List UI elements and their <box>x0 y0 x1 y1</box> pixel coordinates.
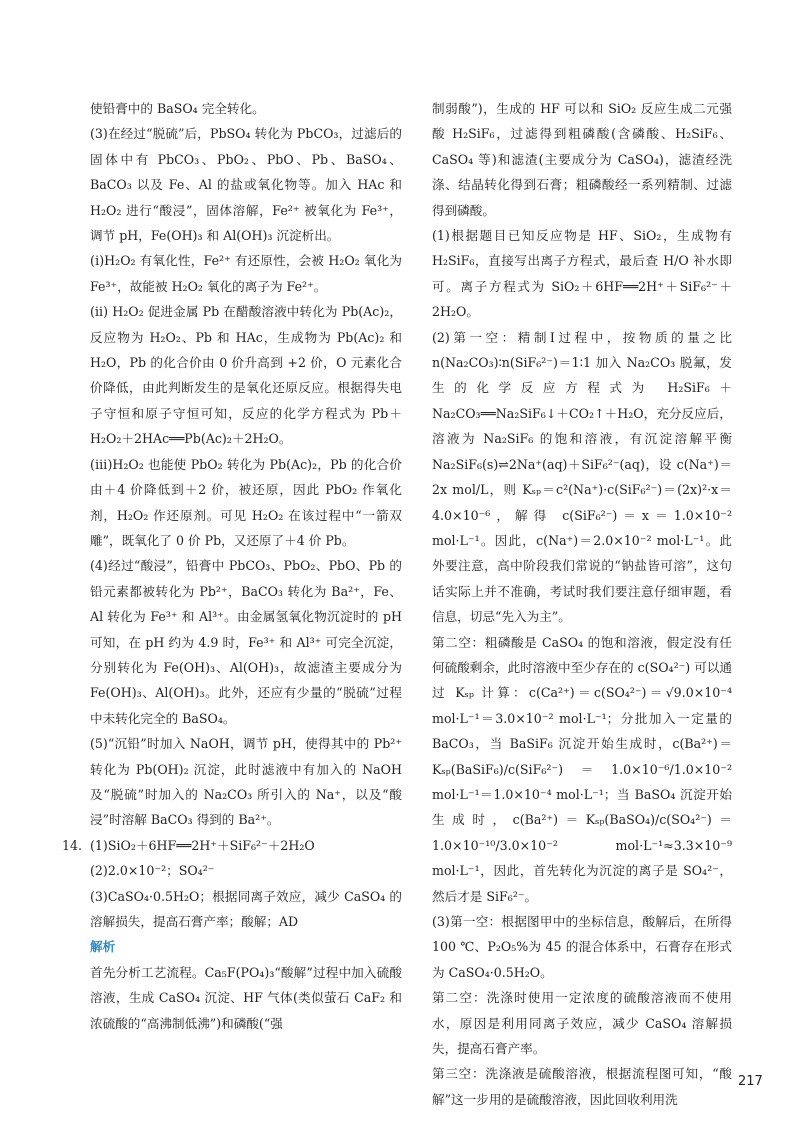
paragraph: (ⅱ) H₂O₂ 促进金属 Pb 在醋酸溶液中转化为 Pb(Ac)₂，反应物为 H₂O₂、Pb 和 HAc，生成物为 Pb(Ac)₂ 和 H₂O，Pb 的化合价由 0 价升高到 +2 价，O 元素化合价降低，由此判断发生的是氧化还原反应。根据得失电子守恒和原子守恒可知，反应的化学方程式为 Pb＋H₂O₂＋2HAc══Pb(Ac)₂＋2H₂O。 <box>90 304 402 447</box>
paragraph: 第二空：洗涤时使用一定浓度的硫酸溶液而不使用水，原因是利用同离子效应，减少 CaSO₄ 溶解损失，提高石膏产率。 <box>432 990 732 1057</box>
paragraph: 第二空：粗磷酸是 CaSO₄ 的饱和溶液，假定没有任何硫酸剩余，此时溶液中至少存在的 c(SO₄²⁻) 可以通过 Kₛₚ 计算：c(Ca²⁺)＝c(SO₄²⁻)＝√9.0×10⁻⁴ mol·L⁻¹＝3.0×10⁻² mol·L⁻¹；分批加入一定量的 BaCO₃，当 BaSiF₆ 沉淀开始生成时，c(Ba²⁺)＝Kₛₚ(BaSiF₆)/c(SiF₆²⁻)＝1.0×10⁻⁶/1.0×10⁻² mol·L⁻¹＝1.0×10⁻⁴ mol·L⁻¹；当 BaSO₄ 沉淀开始生成时，c(Ba²⁺)＝Kₛₚ(BaSO₄)/c(SO₄²⁻)＝1.0×10⁻¹⁰/3.0×10⁻² mol·L⁻¹≈3.3×10⁻⁹ mol·L⁻¹，因此，首先转化为沉淀的离子是 SO₄²⁻，然后才是 SiF₆²⁻。 <box>432 634 732 904</box>
answer-2: (2)2.0×10⁻²；SO₄²⁻ <box>90 863 215 879</box>
page-number: 217 <box>738 1074 763 1089</box>
analysis-heading: 解析 <box>90 939 116 955</box>
question-number: 14. <box>62 837 83 853</box>
paragraph: 第三空：洗涤液是硫酸溶液，根据流程图可知，“酸解”这一步用的是硫酸溶液，因此回收利用洗 <box>432 1066 732 1107</box>
question-14 <box>62 833 402 858</box>
paragraph: (3)在经过“脱硫”后，PbSO₄ 转化为 PbCO₃，过滤后的固体中有 PbCO₃、PbO₂、PbO、Pb、BaSO₄、BaCO₃ 以及 Fe、Al 的盐或氧化物等。加入 HAc 和 H₂O₂ 进行“酸浸”，固体溶解，Fe²⁺ 被氧化为 Fe³⁺，调节 pH，Fe(OH)₃ 和 Al(OH)₃ 沉淀析出。 <box>90 126 402 244</box>
paragraph: (4)经过“酸浸”，铅膏中 PbCO₃、PbO₂、PbO、Pb 的铅元素都被转化为 Pb²⁺，BaCO₃ 转化为 Ba²⁺，Fe、Al 转化为 Fe³⁺ 和 Al³⁺。由金属氢氧化物沉淀时的 pH 可知，在 pH 约为 4.9 时，Fe³⁺ 和 Al³⁺ 可完全沉淀，分别转化为 Fe(OH)₃、Al(OH)₃，故滤渣主要成分为 Fe(OH)₃、Al(OH)₃。此外，还应有少量的“脱硫”过程中未转化完全的 BaSO₄。 <box>90 558 402 726</box>
paragraph: (ⅰ)H₂O₂ 有氧化性，Fe²⁺ 有还原性，会被 H₂O₂ 氧化为 Fe³⁺，故能被 H₂O₂ 氧化的离子为 Fe²⁺。 <box>90 253 402 294</box>
analysis-paragraph: 首先分析工艺流程。Ca₅F(PO₄)₃“酸解”过程中加入硫酸溶液，生成 CaSO₄ 沉淀、HF 气体(类似萤石 CaF₂ 和浓硫酸的“高沸制低沸”)和磷酸(“强 <box>90 964 402 1031</box>
paragraph: 制弱酸”)，生成的 HF 可以和 SiO₂ 反应生成二元强酸 H₂SiF₆，过滤得到粗磷酸(含磷酸、H₂SiF₆、CaSO₄ 等)和滤渣(主要成分为 CaSO₄)，滤渣经洗涤、结晶转化得到石膏；粗磷酸经一系列精制、过滤得到磷酸。 <box>432 101 732 218</box>
paragraph: (ⅲ)H₂O₂ 也能使 PbO₂ 转化为 Pb(Ac)₂，Pb 的化合价由＋4 价降低到＋2 价，被还原，因此 PbO₂ 作氧化剂，H₂O₂ 作还原剂。可见 H₂O₂ 在该过程中“一箭双雕”，既氧化了 0 价 Pb，又还原了＋4 价 Pb。 <box>90 456 402 548</box>
answer-1: (1)SiO₂＋6HF══2H⁺＋SiF₆²⁻＋2H₂O <box>90 837 315 853</box>
right-column <box>432 96 732 1112</box>
paragraph: (2)第一空：精制Ⅰ过程中，按物质的量之比 n(Na₂CO₃)∶n(SiF₆²⁻)＝1∶1 加入 Na₂CO₃ 脱氟，发生的化学反应方程式为 H₂SiF₆＋Na₂CO₃══Na₂SiF₆↓＋CO₂↑＋H₂O，充分反应后，溶液为 Na₂SiF₆ 的饱和溶液，有沉淀溶解平衡 Na₂SiF₆(s)⇌2Na⁺(aq)＋SiF₆²⁻(aq)，设 c(Na⁺)＝2x mol/L，则 Kₛₚ＝c²(Na⁺)·c(SiF₆²⁻)＝(2x)²·x＝4.0×10⁻⁶，解得 c(SiF₆²⁻)＝x＝1.0×10⁻² mol·L⁻¹。因此，c(Na⁺)＝2.0×10⁻² mol·L⁻¹。此外要注意，高中阶段我们常说的“钠盐皆可溶”，这句话实际上并不准确，考试时我们要注意仔细审题，看信息，切忌“先入为主”。 <box>432 329 732 625</box>
paragraph: (1)根据题目已知反应物是 HF、SiO₂，生成物有 H₂SiF₆，直接写出离子方程式，最后查 H/O 补水即可。离子方程式为 SiO₂＋6HF══2H⁺＋SiF₆²⁻＋2H₂O。 <box>432 228 732 320</box>
paragraph: (5)“沉铅”时加入 NaOH，调节 pH，使得其中的 Pb²⁺ 转化为 Pb(OH)₂ 沉淀，此时滤液中有加入的 NaOH 及“脱硫”时加入的 Na₂CO₃ 所引入的 Na⁺，以及“酸浸”时溶解 BaCO₃ 得到的 Ba²⁺。 <box>90 736 402 828</box>
paragraph: (3)第一空：根据图甲中的坐标信息，酸解后，在所得 100 ℃、P₂O₅%为 45 的混合体系中，石膏存在形式为 CaSO₄·0.5H₂O。 <box>432 914 732 980</box>
left-column <box>62 96 402 1036</box>
answer-3: (3)CaSO₄·0.5H₂O；根据同离子效应，减少 CaSO₄ 的溶解损失，提高石膏产率；酸解；AD <box>90 888 402 929</box>
paragraph: 使铅膏中的 BaSO₄ 完全转化。 <box>90 101 265 116</box>
